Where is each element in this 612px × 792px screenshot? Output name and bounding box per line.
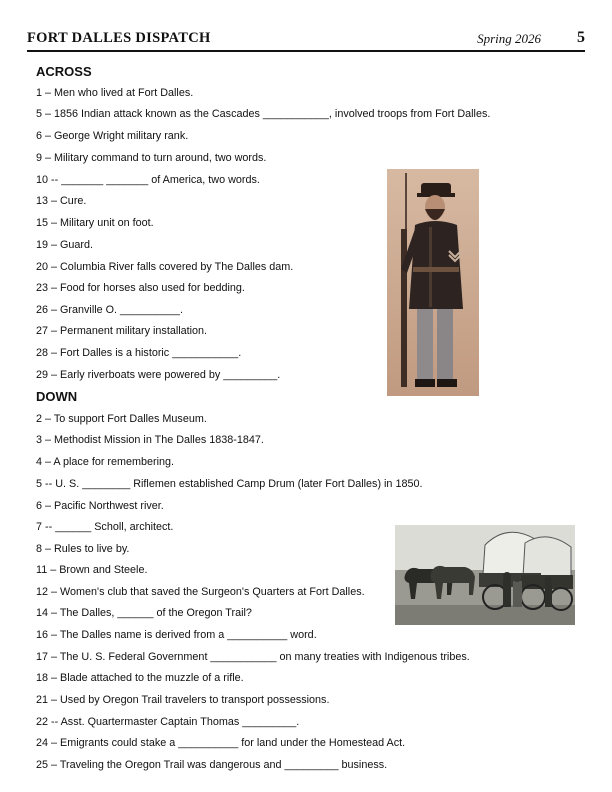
across-clue-5: 5 – 1856 Indian attack known as the Cascades ___________, involved troops from Fort Dalles. [36, 108, 491, 120]
down-heading: DOWN [36, 389, 78, 404]
header-rule [27, 50, 585, 52]
soldier-photo [387, 169, 479, 396]
across-clue-28: 28 – Fort Dalles is a historic ___________. [36, 347, 242, 359]
down-clue-12: 12 – Women's club that saved the Surgeon's Quarters at Fort Dalles. [36, 586, 365, 598]
page-number: 5 [577, 29, 585, 46]
page-header [27, 30, 585, 48]
across-clue-23: 23 – Food for horses also used for bedding. [36, 282, 245, 294]
down-clue-2: 2 – To support Fort Dalles Museum. [36, 413, 207, 425]
down-clue-21: 21 – Used by Oregon Trail travelers to transport possessions. [36, 694, 330, 706]
across-clue-19: 19 – Guard. [36, 239, 94, 251]
soldier-photo-illustration [387, 169, 479, 396]
down-clue-16: 16 – The Dalles name is derived from a __________ word. [36, 629, 317, 641]
down-clue-8: 8 – Rules to live by. [36, 543, 130, 555]
across-clue-10: 10 -- _______ _______ of America, two words. [36, 174, 260, 186]
down-clue-22: 22 -- Asst. Quartermaster Captain Thomas _________. [36, 716, 300, 728]
across-clue-20: 20 – Columbia River falls covered by The Dalles dam. [36, 261, 294, 273]
across-clue-26: 26 – Granville O. __________. [36, 304, 184, 316]
down-clue-25: 25 – Traveling the Oregon Trail was dangerous and _________ business. [36, 759, 388, 771]
across-clue-9: 9 – Military command to turn around, two words. [36, 152, 267, 164]
down-clue-3: 3 – Methodist Mission in The Dalles 1838-1847. [36, 434, 264, 446]
wagon-train-photo [395, 525, 575, 625]
down-clue-4: 4 – A place for remembering. [36, 456, 175, 468]
across-heading: ACROSS [36, 64, 92, 79]
down-clue-17: 17 – The U. S. Federal Government ___________ on many treaties with Indigenous tribes. [36, 651, 470, 663]
across-clue-6: 6 – George Wright military rank. [36, 130, 189, 142]
down-clue-14: 14 – The Dalles, ______ of the Oregon Trail? [36, 607, 252, 619]
across-clue-15: 15 – Military unit on foot. [36, 217, 154, 229]
across-clue-13: 13 – Cure. [36, 195, 87, 207]
down-clue-6: 6 – Pacific Northwest river. [36, 500, 164, 512]
issue-season: Spring 2026 [477, 31, 541, 46]
down-clue-24: 24 – Emigrants could stake a __________ for land under the Homestead Act. [36, 737, 406, 749]
wagon-train-illustration [395, 525, 575, 625]
down-clue-7: 7 -- ______ Scholl, architect. [36, 521, 174, 533]
newsletter-title: FORT DALLES DISPATCH [27, 30, 211, 46]
across-clue-29: 29 – Early riverboats were powered by _________. [36, 369, 281, 381]
down-clue-5: 5 -- U. S. ________ Riflemen established Camp Drum (later Fort Dalles) in 1850. [36, 478, 423, 490]
across-clue-27: 27 – Permanent military installation. [36, 325, 208, 337]
down-clue-11: 11 – Brown and Steele. [36, 564, 148, 576]
down-clue-18: 18 – Blade attached to the muzzle of a rifle. [36, 672, 244, 684]
across-clue-1: 1 – Men who lived at Fort Dalles. [36, 87, 194, 99]
